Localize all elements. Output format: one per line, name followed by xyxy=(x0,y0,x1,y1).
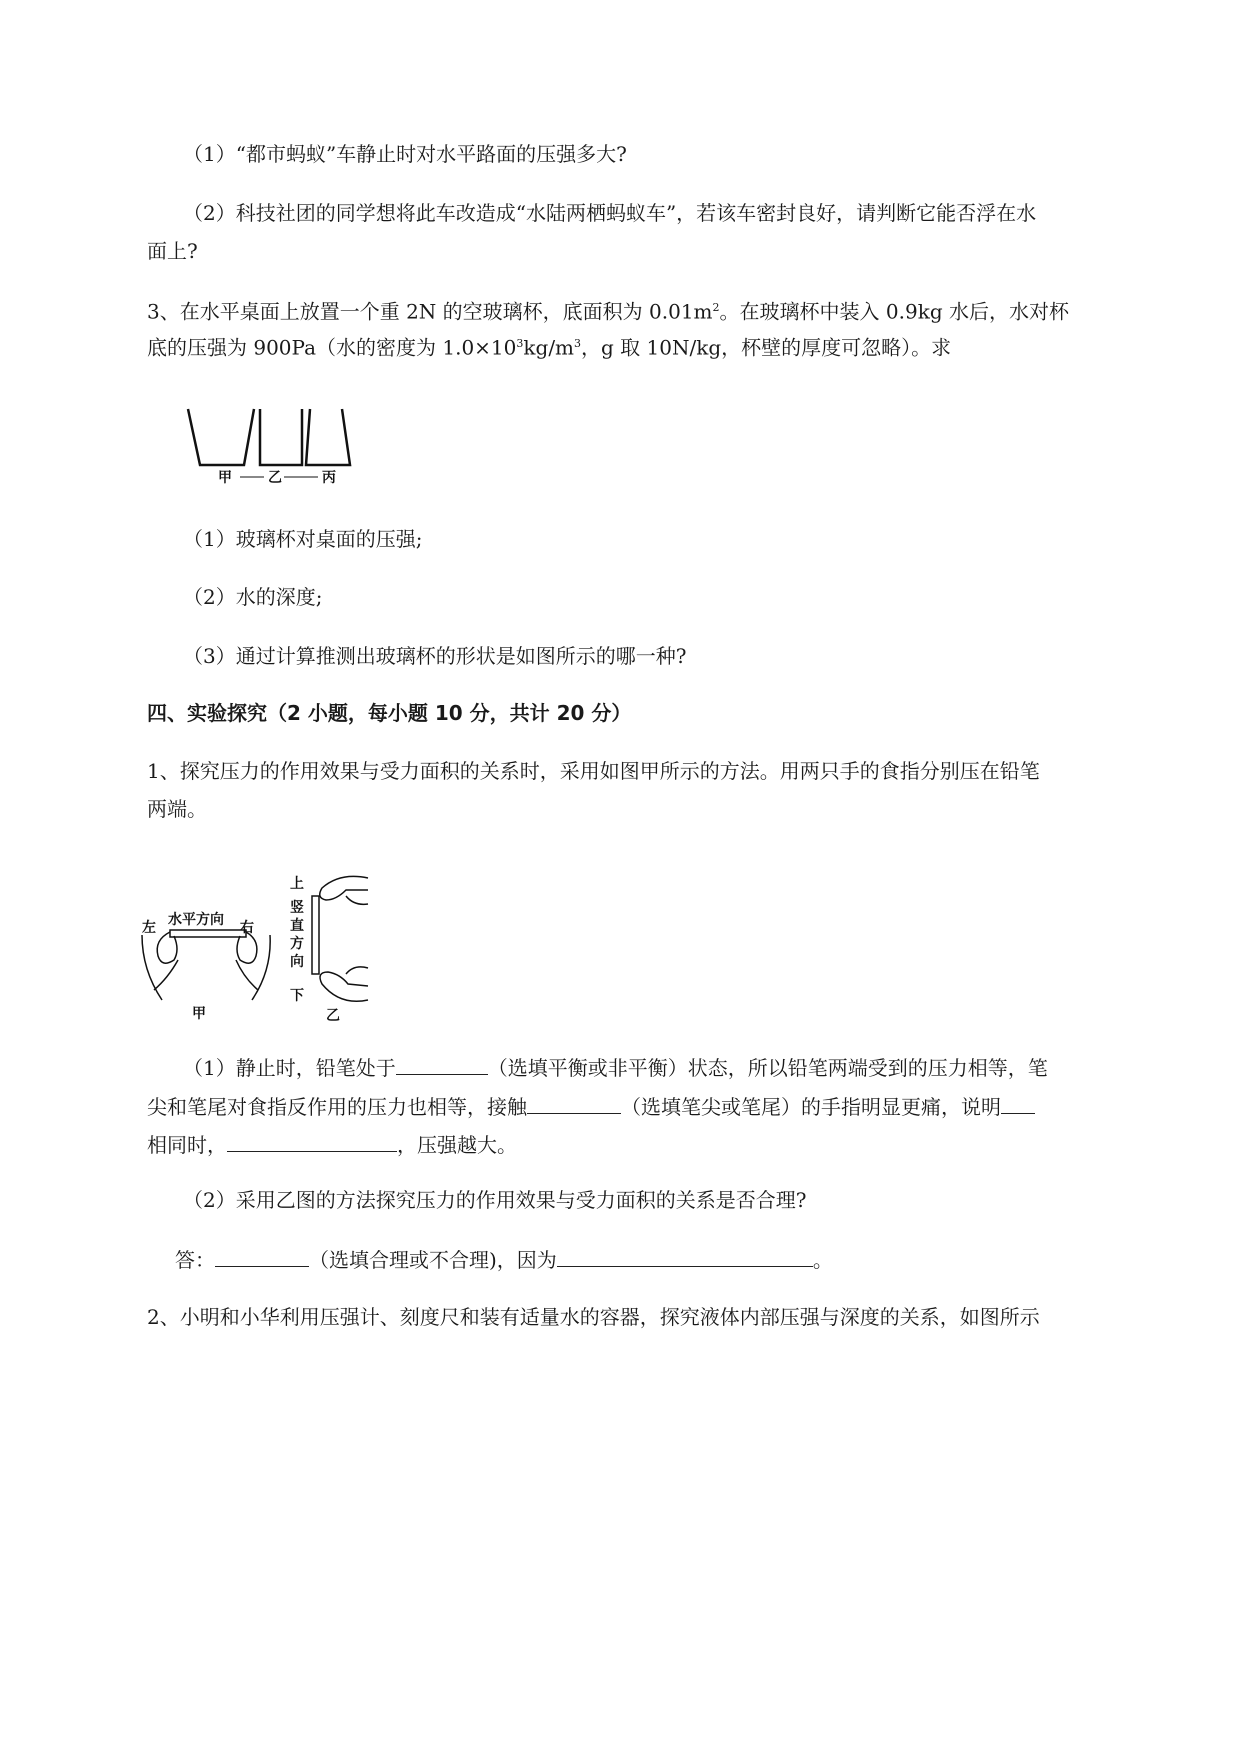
label-left: 左 xyxy=(142,920,156,936)
blank-reasonable[interactable] xyxy=(215,1244,309,1267)
q3-line2-text-c: ，g 取 10N/kg，杯壁的厚度可忽略）。求 xyxy=(581,335,952,360)
e2-line1: 2、小明和小华利用压强计、刻度尺和装有适量水的容器，探究液体内部压强与深度的关系，如图所示 xyxy=(147,1305,1040,1329)
cups-figure xyxy=(180,405,380,485)
blank-conclusion[interactable] xyxy=(227,1129,397,1152)
e1-answer-c: 。 xyxy=(812,1248,833,1272)
right-hand xyxy=(236,932,270,1000)
label-up: 上 xyxy=(290,876,304,892)
label-down: 下 xyxy=(290,988,304,1004)
e1-p2: （2）采用乙图的方法探究压力的作用效果与受力面积的关系是否合理? xyxy=(183,1188,807,1212)
q3-line2-text-a: 底的压强为 900Pa（水的密度为 1.0×10 xyxy=(147,335,517,360)
q3-line2-text-b: kg/m xyxy=(523,335,575,360)
label-right: 右 xyxy=(240,920,254,936)
e1-answer xyxy=(175,1244,833,1274)
e1-line2: 两端。 xyxy=(147,797,207,821)
e1-p1-line2 xyxy=(147,1091,1035,1121)
label-jia: 甲 xyxy=(192,1006,206,1022)
blank-tip-or-tail[interactable] xyxy=(527,1091,621,1114)
e1-p1-line1 xyxy=(183,1052,1048,1082)
q3-line2 xyxy=(147,330,951,362)
label-vertical-3: 方 xyxy=(290,936,304,952)
e1-p1-line2-b: （选填笔尖或笔尾）的手指明显更痛，说明 xyxy=(621,1095,1001,1119)
blank-reason[interactable] xyxy=(557,1244,813,1267)
q2-sub2-line2: 面上? xyxy=(147,239,198,263)
bottom-hand xyxy=(320,967,368,1001)
vertical-pencil xyxy=(312,896,319,974)
cup-yi xyxy=(260,409,302,465)
q3-sub3: （3）通过计算推测出玻璃杯的形状是如图所示的哪一种? xyxy=(183,644,687,668)
e1-line1: 1、探究压力的作用效果与受力面积的关系时，采用如图甲所示的方法。用两只手的食指分别压在铅笔 xyxy=(147,759,1040,783)
blank-balance-state[interactable] xyxy=(396,1052,488,1075)
q2-sub2-line1: （2）科技社团的同学想将此车改造成“水陆两栖蚂蚁车”，若该车密封良好，请判断它能否浮在水 xyxy=(183,201,1037,225)
top-hand xyxy=(320,876,368,904)
e1-p1-line1-a: （1）静止时，铅笔处于 xyxy=(183,1056,396,1080)
q3-line1 xyxy=(147,294,1069,326)
label-vertical-1: 竖 xyxy=(290,900,304,916)
cup-bing xyxy=(306,409,350,465)
q3-sub2: （2）水的深度; xyxy=(183,585,323,609)
cup-label-jia: 甲 xyxy=(218,470,232,485)
q3-line1-text-a: 3、在水平桌面上放置一个重 2N 的空玻璃杯，底面积为 0.01m xyxy=(147,299,713,324)
e1-answer-a: 答： xyxy=(175,1248,215,1272)
cup-jia xyxy=(188,409,254,465)
horizontal-pencil xyxy=(170,930,246,937)
pencil-figure xyxy=(140,860,440,1030)
label-yi: 乙 xyxy=(326,1008,340,1024)
e1-p1-line1-b: （选填平衡或非平衡）状态，所以铅笔两端受到的压力相等，笔 xyxy=(487,1056,1048,1080)
e1-p1-line3-a: 相同时， xyxy=(147,1133,227,1157)
e1-p1-line3 xyxy=(147,1129,517,1159)
e1-answer-b: （选填合理或不合理)，因为 xyxy=(309,1248,557,1272)
cup-label-bing: 丙 xyxy=(322,470,336,485)
q3-line1-text-b: 。在玻璃杯中装入 0.9kg 水后，水对杯 xyxy=(719,299,1069,324)
left-hand xyxy=(142,932,178,1000)
q3-line2-sup1: 3 xyxy=(516,337,524,350)
section4-heading: 四、实验探究（2 小题，每小题 10 分，共计 20 分） xyxy=(147,701,632,725)
q3-line2-sup2: 3 xyxy=(574,337,582,350)
cup-label-yi: 乙 xyxy=(268,470,282,485)
e1-p1-line3-b: ，压强越大。 xyxy=(397,1133,517,1157)
e1-p1-line2-a: 尖和笔尾对食指反作用的压力也相等，接触 xyxy=(147,1095,527,1119)
q3-sub1: （1）玻璃杯对桌面的压强; xyxy=(183,527,423,551)
blank-condition[interactable] xyxy=(1001,1091,1035,1114)
label-vertical-2: 直 xyxy=(290,918,304,934)
label-vertical-4: 向 xyxy=(290,954,304,970)
q3-line1-sup: 2 xyxy=(712,301,720,314)
q2-sub1: （1）“都市蚂蚁”车静止时对水平路面的压强多大? xyxy=(183,142,627,166)
label-horizontal: 水平方向 xyxy=(168,912,224,928)
